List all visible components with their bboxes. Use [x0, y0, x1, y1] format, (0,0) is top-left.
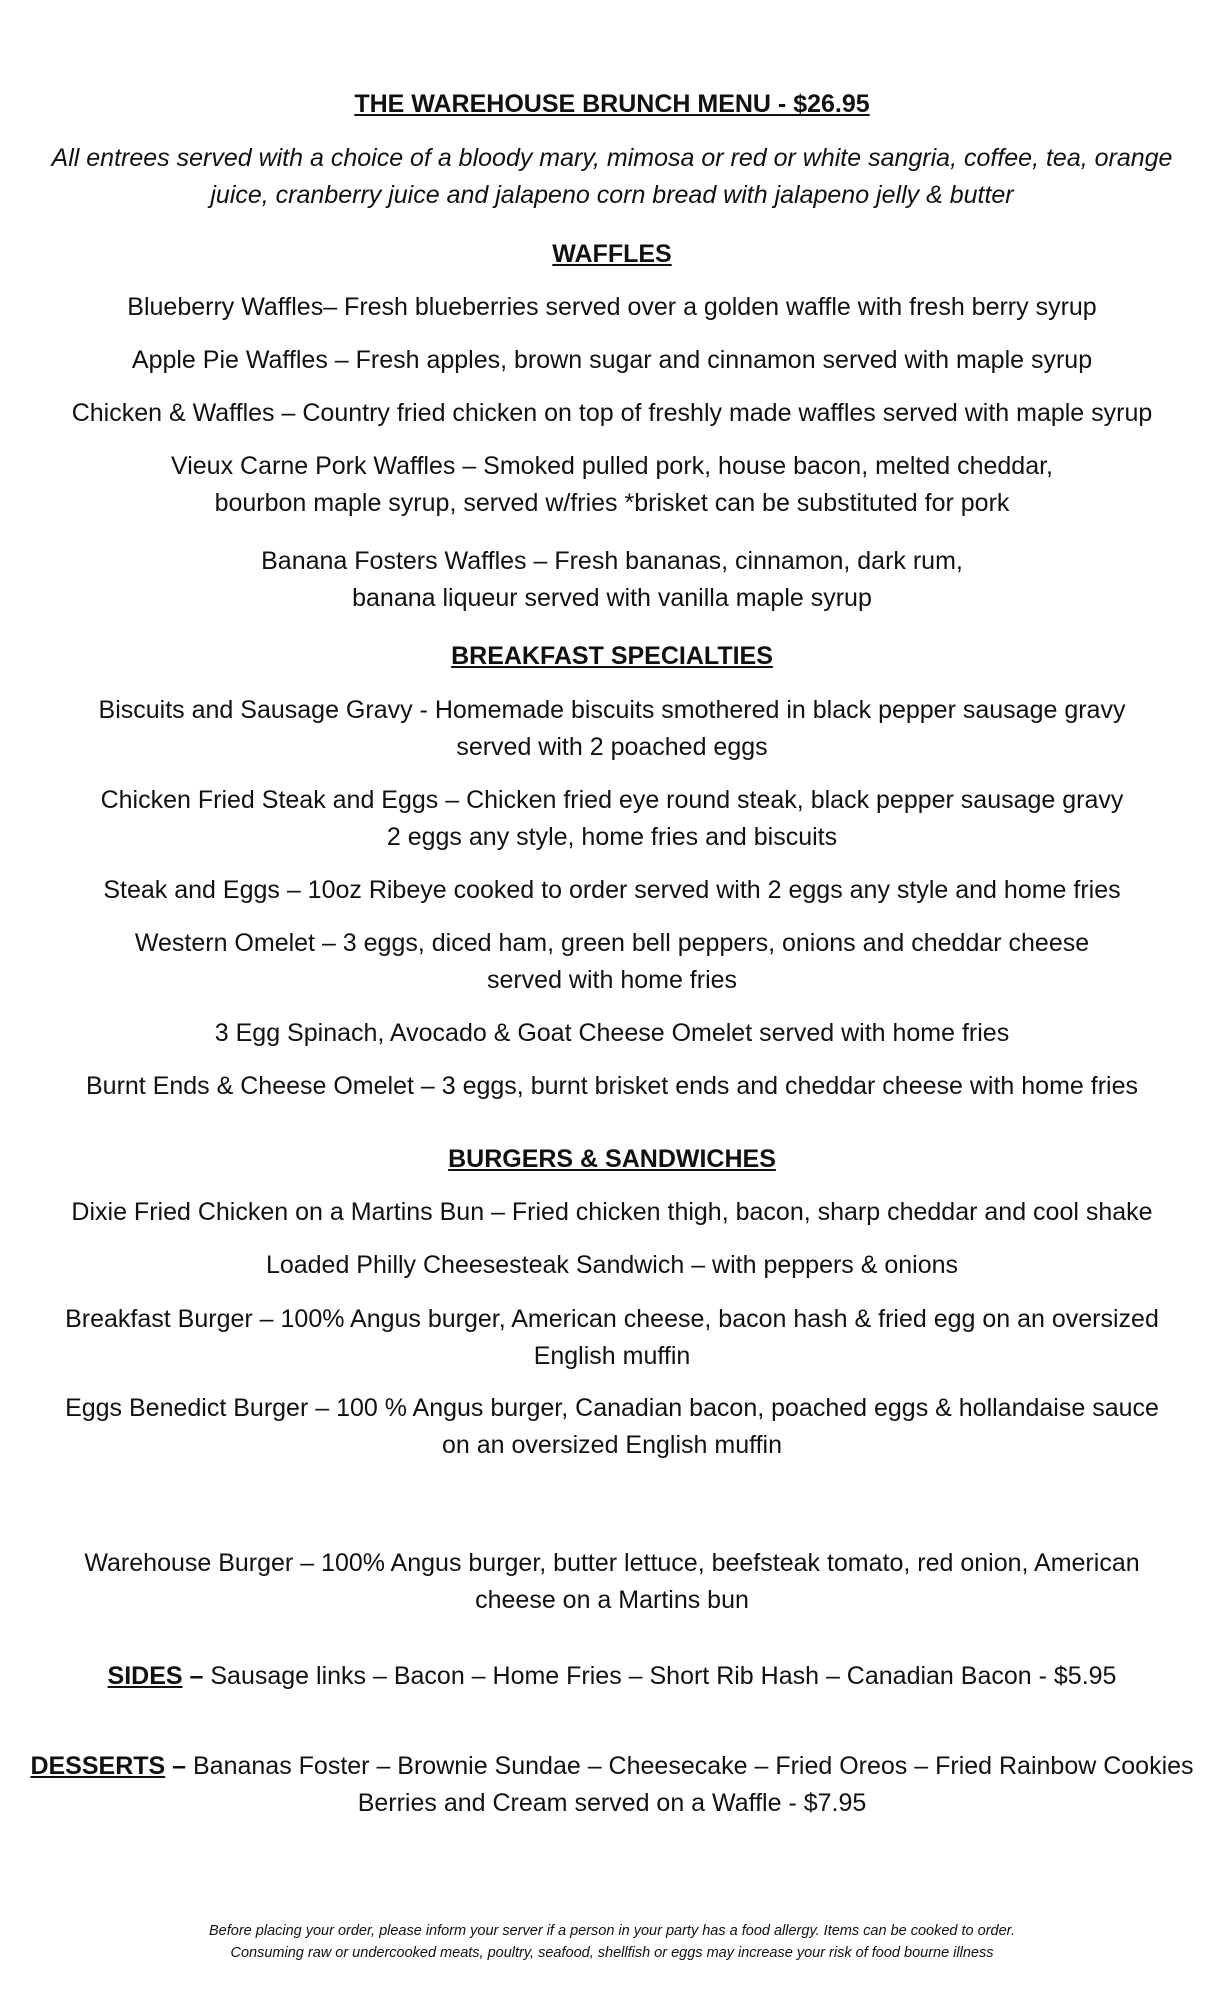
intro-line-2: juice, cranberry juice and jalapeno corn bread with jalapeno jelly & butter: [210, 181, 1014, 209]
menu-item-cont: served with 2 poached eggs: [456, 733, 768, 761]
menu-item: Chicken & Waffles – Country fried chicken on top of freshly made waffles served with maple syrup: [71, 399, 1153, 427]
menu-item: 3 Egg Spinach, Avocado & Goat Cheese Omelet served with home fries: [214, 1019, 1010, 1047]
menu-item: Burnt Ends & Cheese Omelet – 3 eggs, burnt brisket ends and cheddar cheese with home fries: [86, 1072, 1138, 1100]
menu-item-cont: on an oversized English muffin: [441, 1431, 782, 1459]
section-heading-waffles: WAFFLES: [552, 240, 672, 268]
menu-item-cont: served with home fries: [486, 966, 738, 994]
menu-item-cont: bourbon maple syrup, served w/fries *brisket can be substituted for pork: [214, 489, 1010, 517]
sides-line: [30, 1658, 1194, 1695]
desserts-dash: –: [172, 1752, 187, 1780]
menu-item-cont: banana liqueur served with vanilla maple syrup: [352, 584, 872, 612]
intro-line-1: All entrees served with a choice of a bloody mary, mimosa or red or white sangria, coffee, tea, orange: [51, 144, 1173, 172]
desserts-label: DESSERTS: [30, 1752, 166, 1780]
allergy-notice: Before placing your order, please inform your server if a person in your party has a food allergy. Items can be cooked to order.: [209, 1923, 1015, 1939]
menu-item: Apple Pie Waffles – Fresh apples, brown sugar and cinnamon served with maple syrup: [131, 346, 1093, 374]
section-heading-breakfast-specialties: BREAKFAST SPECIALTIES: [451, 642, 773, 670]
menu-item-cont: English muffin: [533, 1342, 691, 1370]
section-heading-burgers-sandwiches: BURGERS & SANDWICHES: [448, 1145, 776, 1173]
menu-item: Loaded Philly Cheesesteak Sandwich – with peppers & onions: [265, 1251, 959, 1279]
menu-item: Dixie Fried Chicken on a Martins Bun – Fried chicken thigh, bacon, sharp cheddar and cool shake: [71, 1198, 1153, 1226]
menu-item: Warehouse Burger – 100% Angus burger, butter lettuce, beefsteak tomato, red onion, American: [84, 1549, 1140, 1577]
menu-item: Western Omelet – 3 eggs, diced ham, green bell peppers, onions and cheddar cheese: [134, 929, 1090, 957]
menu-item: Steak and Eggs – 10oz Ribeye cooked to order served with 2 eggs any style and home fries: [103, 876, 1121, 904]
menu-title: THE WAREHOUSE BRUNCH MENU - $26.95: [354, 90, 870, 118]
menu-item: Biscuits and Sausage Gravy - Homemade biscuits smothered in black pepper sausage gravy: [98, 696, 1126, 724]
menu-item: Blueberry Waffles– Fresh blueberries served over a golden waffle with fresh berry syrup: [127, 293, 1097, 321]
desserts-text: Bananas Foster – Brownie Sundae – Cheesecake – Fried Oreos – Fried Rainbow Cookies: [186, 1752, 1194, 1780]
menu-item: Vieux Carne Pork Waffles – Smoked pulled pork, house bacon, melted cheddar,: [171, 452, 1053, 480]
menu-item: Eggs Benedict Burger – 100 % Angus burger, Canadian bacon, poached eggs & hollandaise sauce: [65, 1394, 1159, 1422]
sides-label: SIDES: [107, 1662, 183, 1690]
menu-item-cont: cheese on a Martins bun: [475, 1586, 749, 1614]
food-safety-notice: Consuming raw or undercooked meats, poultry, seafood, shellfish or eggs may increase your risk of food bourne illness: [230, 1945, 994, 1961]
menu-item: Breakfast Burger – 100% Angus burger, American cheese, bacon hash & fried egg on an oversized: [65, 1305, 1159, 1333]
sides-text: Sausage links – Bacon – Home Fries – Short Rib Hash – Canadian Bacon - $5.95: [203, 1662, 1117, 1690]
sides-dash: –: [189, 1662, 204, 1690]
menu-item: Chicken Fried Steak and Eggs – Chicken fried eye round steak, black pepper sausage gravy: [100, 786, 1124, 814]
menu-item: Banana Fosters Waffles – Fresh bananas, cinnamon, dark rum,: [261, 547, 963, 575]
desserts-line-2: Berries and Cream served on a Waffle - $7.95: [357, 1789, 867, 1817]
desserts-line: [30, 1748, 1194, 1785]
menu-item-cont: 2 eggs any style, home fries and biscuits: [386, 823, 838, 851]
